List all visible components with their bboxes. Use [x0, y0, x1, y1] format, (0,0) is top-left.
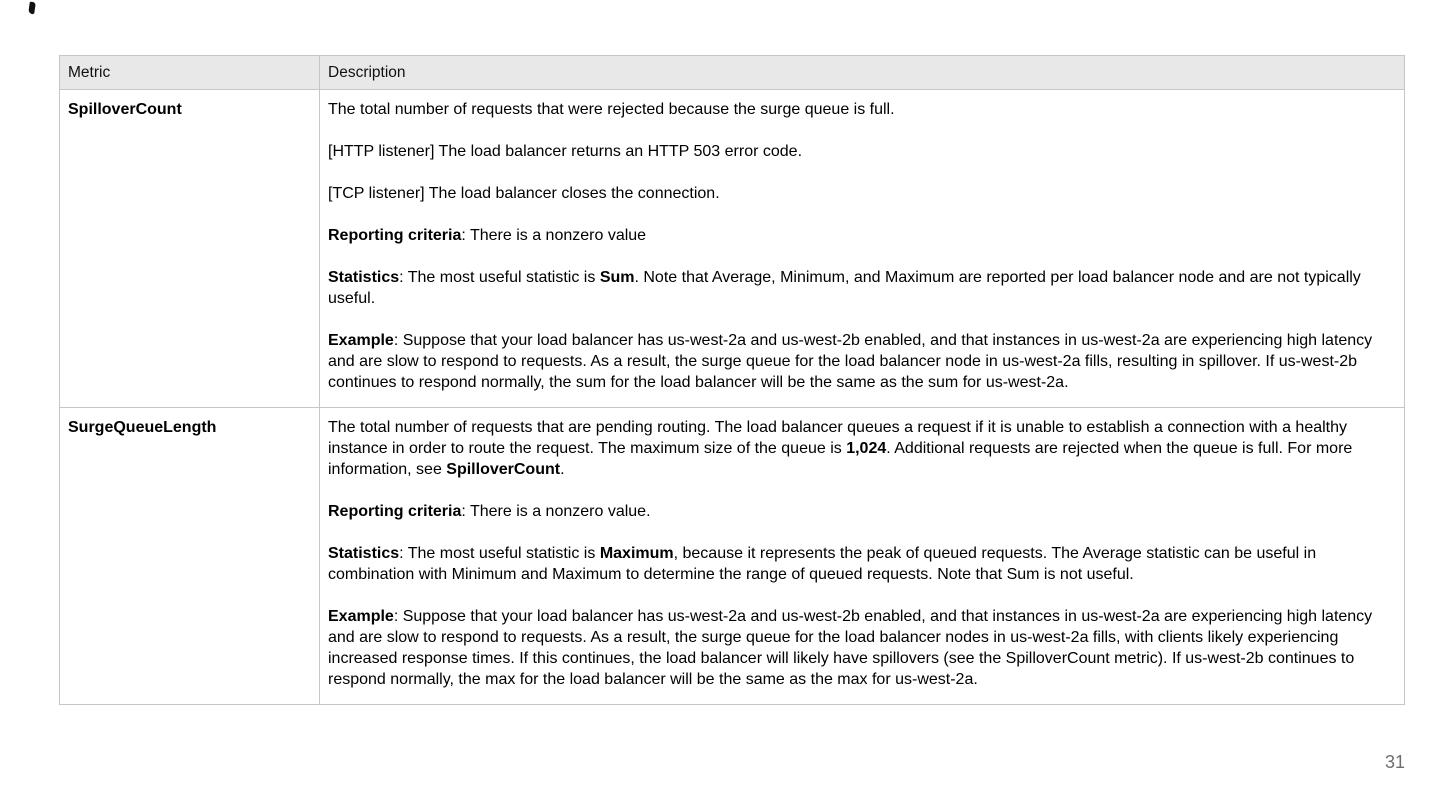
description-paragraph: Reporting criteria: There is a nonzero value [328, 227, 647, 244]
stray-mark [28, 2, 36, 15]
page-number: 31 [1384, 752, 1405, 772]
description-paragraph: Statistics: The most useful statistic is Sum. Note that Average, Minimum, and Maximum are reported per load balancer node and are not typically useful. [328, 269, 1361, 307]
metric-description [320, 90, 1405, 408]
metric-description [320, 408, 1405, 705]
description-paragraph: The total number of requests that were rejected because the surge queue is full. [328, 101, 895, 118]
metric-column-header: Metric [60, 56, 320, 90]
metric-name: SurgeQueueLength [60, 408, 320, 705]
description-paragraph: Example: Suppose that your load balancer has us-west-2a and us-west-2b enabled, and that instances in us-west-2a are experiencing high latency and are slow to respond to requests. As a result, the surge queue for the load balancer node in us-west-2a fills, resulting in spillover. If us-west-2b continues to respond normally, the sum for the load balancer will be the same as the sum for us-west-2a. [328, 332, 1373, 391]
description-paragraph: Reporting criteria: There is a nonzero value. [328, 503, 651, 520]
table-header-row [60, 56, 1405, 90]
description-paragraph: Example: Suppose that your load balancer has us-west-2a and us-west-2b enabled, and that instances in us-west-2a are experiencing high latency and are slow to respond to requests. As a result, the surge queue for the load balancer nodes in us-west-2a fills, with clients likely experiencing increased response times. If this continues, the load balancer will likely have spillovers (see the SpilloverCount metric). If us-west-2b continues to respond normally, the max for the load balancer will be the same as the max for us-west-2a. [328, 608, 1373, 688]
description-paragraph: The total number of requests that are pending routing. The load balancer queues a request if it is unable to establish a connection with a healthy instance in order to route the request. The maximum size of the queue is 1,024. Additional requests are rejected when the queue is full. For more information, see SpilloverCount. [328, 419, 1353, 478]
description-paragraph: Statistics: The most useful statistic is Maximum, because it represents the peak of queued requests. The Average statistic can be useful in combination with Minimum and Maximum to determine the range of queued requests. Note that Sum is not useful. [328, 545, 1317, 583]
description-column-header: Description [320, 56, 1405, 90]
description-paragraph: [TCP listener] The load balancer closes the connection. [328, 185, 720, 202]
description-paragraph: [HTTP listener] The load balancer returns an HTTP 503 error code. [328, 143, 803, 160]
table-row [60, 90, 1405, 408]
metric-name: SpilloverCount [60, 90, 320, 408]
table-row [60, 408, 1405, 705]
metrics-table [59, 55, 1405, 705]
